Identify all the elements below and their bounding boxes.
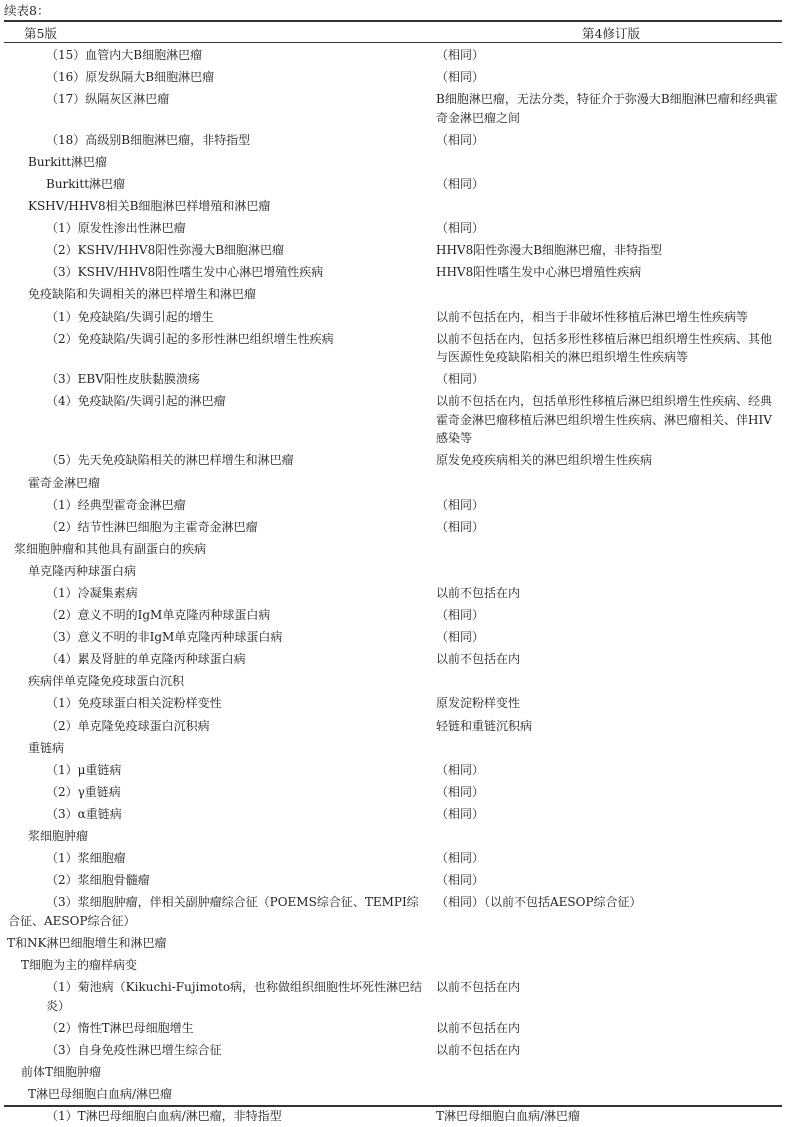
- cell-4th-revised: [436, 562, 782, 581]
- table-body: [4, 44, 782, 1127]
- cell-5th-edition: （3）EBV阳性皮肤黏膜溃疡: [46, 372, 200, 387]
- cell-4th-revised: [436, 540, 782, 559]
- table-row: [4, 560, 782, 582]
- cell-5th-edition: （2）γ重链病: [46, 784, 121, 799]
- cell-4th-revised: 以前不包括在内: [436, 1042, 521, 1057]
- table-header-rule: [4, 42, 782, 43]
- cell-5th-edition: （2）结节性淋巴细胞为主霍奇金淋巴瘤: [46, 519, 258, 534]
- cell-4th-revised: （相同）: [436, 372, 485, 387]
- table-row: [4, 472, 782, 494]
- cell-5th-edition: 浆细胞肿瘤: [28, 829, 89, 843]
- table-caption: 续表8：: [4, 3, 50, 18]
- cell-5th-edition: （3）自身免疫性淋巴增生综合征: [46, 1042, 222, 1057]
- cell-5th-edition: （15）血管内大B细胞淋巴瘤: [46, 48, 203, 62]
- cell-5th-edition: （4）累及肾脏的单克隆丙种球蛋白病: [46, 652, 246, 667]
- cell-4th-revised: [436, 285, 782, 304]
- cell-5th-edition: （17）纵隔灰区淋巴瘤: [46, 92, 170, 107]
- cell-4th-revised: 原发免疫疾病相关的淋巴组织增生性疾病: [436, 453, 653, 468]
- table-row: [4, 1105, 782, 1127]
- table-row: [4, 239, 782, 261]
- cell-4th-revised: [436, 827, 782, 846]
- cell-4th-revised: 以前不包括在内: [436, 1020, 521, 1035]
- table-row: [4, 88, 782, 129]
- cell-4th-revised: （相同）: [436, 132, 485, 147]
- cell-4th-revised: T淋巴母细胞白血病/淋巴瘤: [436, 1109, 581, 1124]
- cell-5th-edition: 前体T细胞肿瘤: [21, 1064, 102, 1079]
- cell-5th-edition: （2）惰性T淋巴母细胞增生: [46, 1020, 194, 1035]
- table-row: [4, 494, 782, 516]
- table-row: [4, 283, 782, 305]
- cell-5th-edition: （2）意义不明的IgM单克隆丙种球蛋白病: [46, 608, 271, 623]
- cell-4th-revised: （相同）: [436, 630, 485, 645]
- cell-5th-edition: T和NK淋巴细胞增生和淋巴瘤: [7, 935, 167, 950]
- cell-5th-edition: 浆细胞肿瘤和其他具有副蛋白的疾病: [14, 541, 207, 556]
- table-row: [4, 648, 782, 670]
- cell-4th-revised: B细胞淋巴瘤，无法分类，特征介于弥漫大B细胞淋巴瘤和经典霍奇金淋巴瘤之间: [436, 92, 778, 125]
- cell-4th-revised: 以前不包括在内，相当于非破坏性移植后淋巴增生性疾病等: [436, 309, 749, 324]
- cell-5th-edition: （2）单克隆免疫球蛋白沉积病: [46, 718, 210, 733]
- table-row: [4, 1039, 782, 1061]
- table-row: [4, 1083, 782, 1105]
- table-row: [4, 44, 782, 66]
- cell-5th-edition: Burkitt淋巴瘤: [28, 154, 108, 169]
- table-row: [4, 759, 782, 781]
- cell-5th-edition: （1）经典型霍奇金淋巴瘤: [46, 497, 186, 512]
- cell-4th-revised: （相同）: [436, 784, 485, 799]
- cell-4th-revised: 以前不包括在内，包括多形性移植后淋巴组织增生性疾病、其他与医源性免疫缺陷相关的淋巴组织增生性疾病等: [436, 331, 773, 365]
- cell-5th-edition: （3）意义不明的非IgM单克隆丙种球蛋白病: [46, 630, 283, 645]
- cell-4th-revised: （相同）: [436, 806, 485, 821]
- cell-4th-revised: （相同）: [436, 48, 485, 62]
- cell-5th-edition: （1）冷凝集素病: [46, 585, 138, 600]
- table-row: [4, 538, 782, 560]
- cell-4th-revised: HHV8阳性嗜生发中心淋巴增殖性疾病: [436, 265, 642, 280]
- table-row: [4, 1061, 782, 1083]
- table-row: [4, 449, 782, 471]
- cell-5th-edition: 重链病: [28, 740, 65, 755]
- table-row: [4, 217, 782, 239]
- cell-5th-edition: （1）T淋巴母细胞白血病/淋巴瘤，非特指型: [46, 1109, 282, 1124]
- cell-5th-edition: 单克隆丙种球蛋白病: [28, 563, 137, 578]
- table-row: [4, 932, 782, 954]
- cell-5th-edition: （18）高级别B细胞淋巴瘤，非特指型: [46, 132, 251, 147]
- cell-4th-revised: （相同）: [436, 519, 485, 534]
- cell-4th-revised: （相同）: [436, 497, 485, 512]
- cell-5th-edition: Burkitt淋巴瘤: [46, 176, 126, 191]
- column-header-4th-revised: 第4修订版: [582, 26, 640, 41]
- cell-4th-revised: [436, 153, 782, 172]
- cell-4th-revised: （相同）: [436, 873, 485, 888]
- cell-5th-edition: （1）免疫缺陷/失调引起的增生: [46, 309, 214, 324]
- cell-5th-edition: （3）α重链病: [46, 806, 122, 821]
- cell-5th-edition: （1）浆细胞瘤: [46, 851, 126, 866]
- table-row: [4, 803, 782, 825]
- cell-5th-edition: （2）免疫缺陷/失调引起的多形性淋巴组织增生性疾病: [46, 331, 334, 346]
- cell-4th-revised: [436, 1085, 782, 1104]
- cell-5th-edition: （1）原发性渗出性淋巴瘤: [46, 221, 186, 236]
- cell-5th-edition: KSHV/HHV8相关B细胞淋巴样增殖和淋巴瘤: [28, 199, 271, 214]
- cell-5th-edition: （4）免疫缺陷/失调引起的淋巴瘤: [46, 394, 226, 409]
- cell-4th-revised: 原发淀粉样变性: [436, 696, 521, 711]
- cell-5th-edition: T细胞为主的瘤样病变: [21, 957, 138, 972]
- column-header-5th-edition: 第5版: [24, 26, 57, 41]
- table-row: [4, 129, 782, 151]
- table-row: [4, 66, 782, 88]
- cell-5th-edition: 疾病伴单克隆免疫球蛋白沉积: [28, 674, 185, 689]
- cell-5th-edition: （3）浆细胞肿瘤，伴相关副肿瘤综合征（POEMS综合征、TEMPI综合征、AESOP综合征）: [8, 895, 419, 928]
- table-row: [4, 869, 782, 891]
- table-row: [4, 715, 782, 737]
- table-row: [4, 604, 782, 626]
- table-row: [4, 1017, 782, 1039]
- table-row: [4, 737, 782, 759]
- cell-4th-revised: （相同）: [436, 851, 485, 866]
- table-row: [4, 781, 782, 803]
- table-row: [4, 670, 782, 692]
- cell-4th-revised: [436, 672, 782, 691]
- cell-5th-edition: （16）原发纵隔大B细胞淋巴瘤: [46, 70, 215, 85]
- cell-4th-revised: （相同）: [436, 608, 485, 623]
- cell-4th-revised: （相同）: [436, 762, 485, 777]
- cell-4th-revised: [436, 956, 782, 975]
- cell-4th-revised: （相同）: [436, 70, 485, 85]
- table-row: [4, 847, 782, 869]
- table-row: [4, 195, 782, 217]
- table-row: [4, 825, 782, 847]
- cell-5th-edition: （1）免疫球蛋白相关淀粉样变性: [46, 696, 222, 711]
- table-row: [4, 306, 782, 328]
- cell-4th-revised: 轻链和重链沉积病: [436, 718, 533, 733]
- table-bottom-rule: [4, 1105, 782, 1107]
- cell-4th-revised: （相同）: [436, 176, 485, 191]
- cell-5th-edition: T淋巴母细胞白血病/淋巴瘤: [28, 1086, 173, 1101]
- table-row: [4, 328, 782, 369]
- cell-4th-revised: 以前不包括在内: [436, 980, 521, 995]
- cell-4th-revised: 以前不包括在内: [436, 585, 521, 600]
- cell-4th-revised: [436, 474, 782, 493]
- cell-4th-revised: [436, 739, 782, 758]
- cell-4th-revised: HHV8阳性弥漫大B细胞淋巴瘤，非特指型: [436, 243, 663, 258]
- cell-5th-edition: （5）先天免疫缺陷相关的淋巴样增生和淋巴瘤: [46, 453, 294, 468]
- table-row: [4, 173, 782, 195]
- table-top-rule: [4, 20, 782, 22]
- table-row: [4, 626, 782, 648]
- cell-4th-revised: 以前不包括在内: [436, 652, 521, 667]
- cell-4th-revised: [436, 934, 782, 953]
- cell-5th-edition: 霍奇金淋巴瘤: [28, 475, 101, 490]
- table-row: [4, 582, 782, 604]
- cell-4th-revised: （相同）（以前不包括AESOP综合征）: [436, 895, 642, 910]
- table-row: [4, 151, 782, 173]
- cell-4th-revised: [436, 197, 782, 216]
- table-row: [4, 261, 782, 283]
- table-row: [4, 954, 782, 976]
- table-row: [4, 390, 782, 449]
- cell-5th-edition: （1）菊池病（Kikuchi-Fujimoto病，也称做组织细胞性坏死性淋巴结炎）: [46, 980, 423, 1013]
- table-row: [4, 976, 782, 1017]
- cell-4th-revised: [436, 1063, 782, 1082]
- cell-5th-edition: （1）μ重链病: [46, 762, 122, 777]
- table-row: [4, 516, 782, 538]
- table-row: [4, 692, 782, 714]
- table-row: [4, 368, 782, 390]
- cell-5th-edition: （2）浆细胞骨髓瘤: [46, 873, 150, 888]
- table-row: [4, 891, 782, 932]
- cell-4th-revised: 以前不包括在内，包括单形性移植后淋巴组织增生性疾病、经典霍奇金淋巴瘤移植后淋巴组织增生性疾病、淋巴瘤相关、伴HIV感染等: [436, 394, 773, 446]
- cell-5th-edition: 免疫缺陷和失调相关的淋巴样增生和淋巴瘤: [28, 287, 257, 302]
- cell-5th-edition: （2）KSHV/HHV8阳性弥漫大B细胞淋巴瘤: [46, 243, 285, 258]
- cell-4th-revised: （相同）: [436, 221, 485, 236]
- cell-5th-edition: （3）KSHV/HHV8阳性嗜生发中心淋巴增殖性疾病: [46, 265, 324, 280]
